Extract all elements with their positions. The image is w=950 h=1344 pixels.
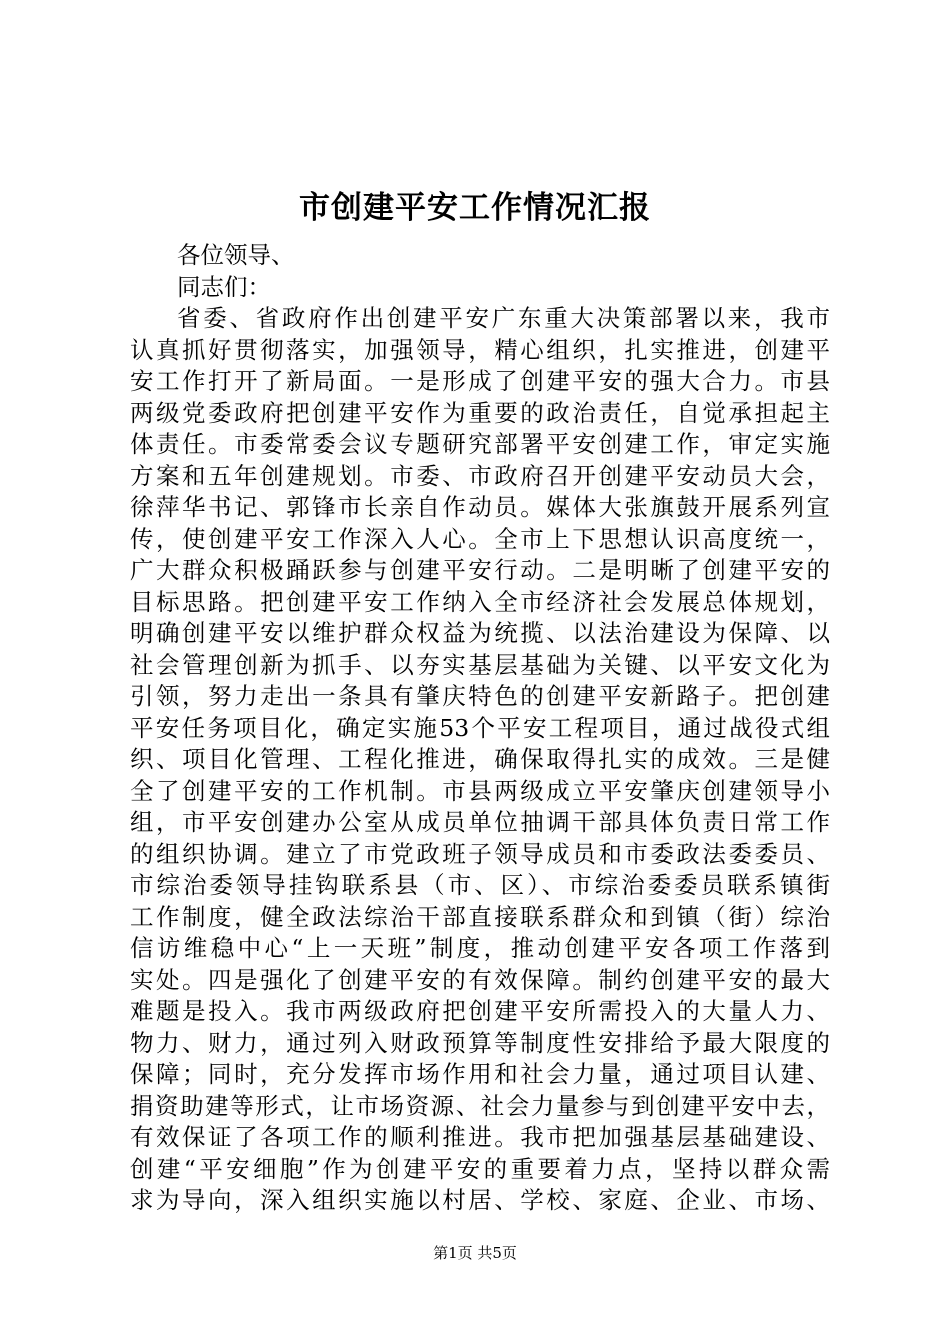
- paragraph-line: 两级党委政府把创建平安作为重要的政治责任，自觉承担起主: [130, 398, 830, 427]
- paragraph-line: 组，市平安创建办公室从成员单位抽调干部具体负责日常工作: [130, 808, 830, 836]
- paragraph-line: 徐萍华书记、郭锋市长亲自作动员。媒体大张旗鼓开展系列宣: [130, 493, 830, 521]
- paragraph-line: 全了创建平安的工作机制。市县两级成立平安肇庆创建领导小: [130, 776, 830, 805]
- paragraph-line: 实处。四是强化了创建平安的有效保障。制约创建平安的最大: [130, 965, 830, 994]
- paragraph-line: 传，使创建平安工作深入人心。全市上下思想认识高度统一，: [130, 524, 830, 553]
- paragraph-line: 织、项目化管理、工程化推进，确保取得扎实的成效。三是健: [130, 745, 830, 773]
- paragraph-line: 市综治委领导挂钩联系县（市、区）、市综治委委员联系镇街: [130, 871, 830, 899]
- paragraph-line: 求为导向，深入组织实施以村居、学校、家庭、企业、市场、: [130, 1186, 830, 1214]
- document-title: 市创建平安工作情况汇报: [299, 190, 651, 226]
- paragraph-line: 明确创建平安以维护群众权益为统揽、以法治建设为保障、以: [130, 619, 830, 647]
- paragraph-line: 广大群众积极踊跃参与创建平安行动。二是明晰了创建平安的: [130, 556, 830, 584]
- paragraph-line: 的组织协调。建立了市党政班子领导成员和市委政法委委员、: [130, 839, 830, 868]
- paragraph-line: 安工作打开了新局面。一是形成了创建平安的强大合力。市县: [130, 367, 830, 395]
- document-body: [130, 240, 830, 1217]
- paragraph-line: 省委、省政府作出创建平安广东重大决策部署以来，我市: [177, 304, 830, 332]
- paragraph-line: 创建“平安细胞”作为创建平安的重要着力点，坚持以群众需: [130, 1154, 830, 1183]
- salutation-line: 同志们：: [177, 272, 271, 301]
- paragraph-line: 保障；同时，充分发挥市场作用和社会力量，通过项目认建、: [130, 1060, 830, 1088]
- paragraph-line: 平安任务项目化，确定实施53个平安工程项目，通过战役式组: [130, 713, 830, 742]
- paragraph-line: 方案和五年创建规划。市委、市政府召开创建平安动员大会，: [130, 461, 830, 490]
- paragraph-line: 物力、财力，通过列入财政预算等制度性安排给予最大限度的: [130, 1028, 830, 1057]
- paragraph-line: 难题是投入。我市两级政府把创建平安所需投入的大量人力、: [130, 997, 830, 1025]
- paragraph-line: 信访维稳中心“上一天班”制度，推动创建平安各项工作落到: [130, 934, 830, 962]
- paragraph-line: 体责任。市委常委会议专题研究部署平安创建工作，审定实施: [130, 430, 830, 458]
- paragraph-line: 认真抓好贯彻落实，加强领导，精心组织，扎实推进，创建平: [130, 335, 830, 364]
- page-number-footer: 第1页 共5页: [433, 1244, 517, 1262]
- paragraph-line: 引领，努力走出一条具有肇庆特色的创建平安新路子。把创建: [130, 682, 830, 710]
- paragraph-line: 社会管理创新为抓手、以夯实基层基础为关键、以平安文化为: [130, 650, 830, 679]
- paragraph-line: 有效保证了各项工作的顺利推进。我市把加强基层基础建设、: [130, 1123, 830, 1151]
- paragraph-line: 工作制度，健全政法综治干部直接联系群众和到镇（街）综治: [130, 902, 830, 931]
- paragraph-line: 目标思路。把创建平安工作纳入全市经济社会发展总体规划，: [130, 587, 830, 616]
- salutation-line: 各位领导、: [177, 241, 295, 269]
- paragraph-line: 捐资助建等形式，让市场资源、社会力量参与到创建平安中去，: [130, 1091, 830, 1120]
